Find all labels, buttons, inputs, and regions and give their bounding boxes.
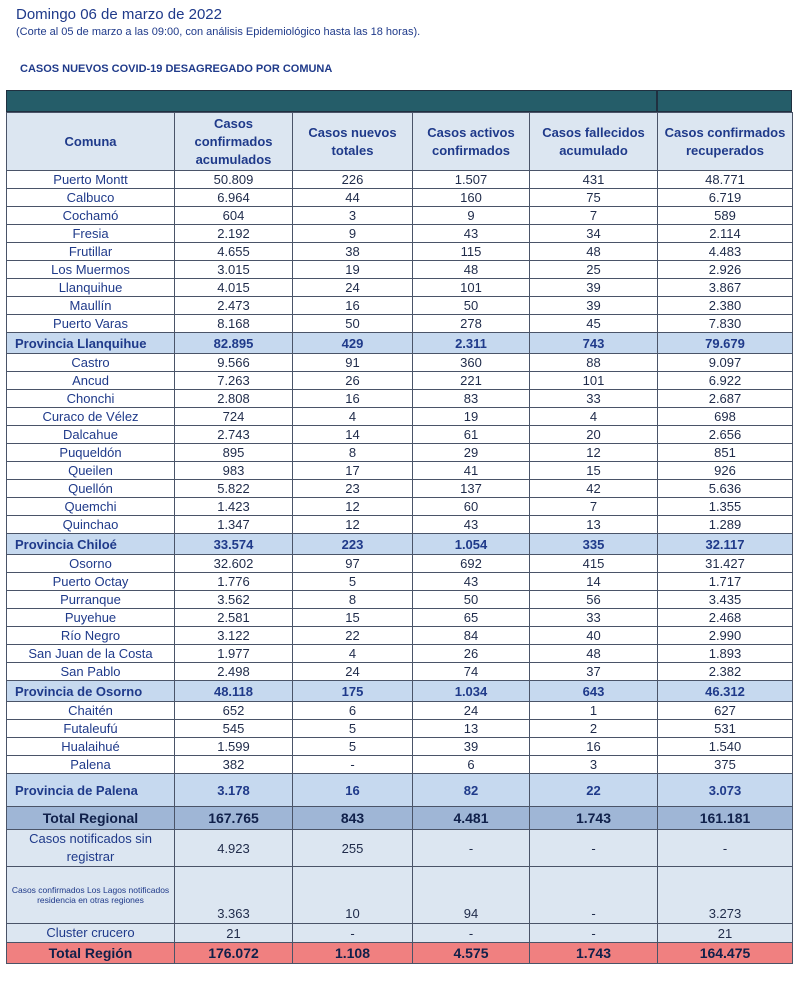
cell-value: 8 bbox=[293, 444, 413, 462]
cell-value: 175 bbox=[293, 681, 413, 702]
row-label: Puqueldón bbox=[7, 444, 175, 462]
comuna-row bbox=[7, 444, 793, 462]
cell-value: 6.719 bbox=[658, 189, 793, 207]
cell-value: 33.574 bbox=[175, 534, 293, 555]
cell-value: 6 bbox=[293, 702, 413, 720]
comuna-row bbox=[7, 279, 793, 297]
cell-value: 4 bbox=[293, 645, 413, 663]
row-label: Provincia Llanquihue bbox=[7, 333, 175, 354]
row-label: Provincia Chiloé bbox=[7, 534, 175, 555]
cell-value: 1.108 bbox=[293, 943, 413, 964]
cell-value: 75 bbox=[530, 189, 658, 207]
comuna-row bbox=[7, 498, 793, 516]
cell-value: 176.072 bbox=[175, 943, 293, 964]
cell-value: 926 bbox=[658, 462, 793, 480]
cell-value: 895 bbox=[175, 444, 293, 462]
cell-value: 5 bbox=[293, 573, 413, 591]
row-label: Chaitén bbox=[7, 702, 175, 720]
header-band-main bbox=[6, 90, 657, 112]
cell-value: 48 bbox=[530, 243, 658, 261]
cell-value: 14 bbox=[293, 426, 413, 444]
cell-value: 94 bbox=[413, 867, 530, 924]
cell-value: 6.922 bbox=[658, 372, 793, 390]
report-date: Domingo 06 de marzo de 2022 bbox=[16, 6, 222, 23]
cell-value: 2 bbox=[530, 720, 658, 738]
cell-value: 17 bbox=[293, 462, 413, 480]
cell-value: 88 bbox=[530, 354, 658, 372]
cell-value: 40 bbox=[530, 627, 658, 645]
comuna-row bbox=[7, 354, 793, 372]
comuna-row bbox=[7, 297, 793, 315]
cell-value: - bbox=[293, 756, 413, 774]
comuna-row bbox=[7, 426, 793, 444]
cell-value: 9 bbox=[413, 207, 530, 225]
cell-value: 15 bbox=[293, 609, 413, 627]
column-header-confirmed-accumulated: Casos confirmados acumulados bbox=[175, 113, 293, 171]
cell-value: 643 bbox=[530, 681, 658, 702]
cell-value: - bbox=[530, 867, 658, 924]
cell-value: 61 bbox=[413, 426, 530, 444]
cell-value: 50 bbox=[413, 297, 530, 315]
row-label: Los Muermos bbox=[7, 261, 175, 279]
cell-value: 42 bbox=[530, 480, 658, 498]
cell-value: 2.808 bbox=[175, 390, 293, 408]
cell-value: 2.926 bbox=[658, 261, 793, 279]
comuna-row bbox=[7, 372, 793, 390]
cell-value: 360 bbox=[413, 354, 530, 372]
cell-value: 160 bbox=[413, 189, 530, 207]
report-title: CASOS NUEVOS COVID-19 DESAGREGADO POR COMUNA bbox=[20, 63, 333, 75]
cell-value: 1.355 bbox=[658, 498, 793, 516]
cell-value: 2.468 bbox=[658, 609, 793, 627]
cell-value: 19 bbox=[413, 408, 530, 426]
cell-value: 14 bbox=[530, 573, 658, 591]
cell-value: 3.178 bbox=[175, 774, 293, 807]
row-label: Dalcahue bbox=[7, 426, 175, 444]
cell-value: 843 bbox=[293, 807, 413, 830]
column-header-new-total: Casos nuevos totales bbox=[293, 113, 413, 171]
cell-value: 9.566 bbox=[175, 354, 293, 372]
cell-value: 3.073 bbox=[658, 774, 793, 807]
cell-value: 5.636 bbox=[658, 480, 793, 498]
cell-value: 137 bbox=[413, 480, 530, 498]
comuna-row bbox=[7, 315, 793, 333]
row-label: San Pablo bbox=[7, 663, 175, 681]
cell-value: 16 bbox=[293, 390, 413, 408]
cell-value: 46.312 bbox=[658, 681, 793, 702]
comuna-row bbox=[7, 243, 793, 261]
cell-value: 1.289 bbox=[658, 516, 793, 534]
row-label: Curaco de Vélez bbox=[7, 408, 175, 426]
cell-value: 2.498 bbox=[175, 663, 293, 681]
row-label: Total Regional bbox=[7, 807, 175, 830]
cell-value: 21 bbox=[658, 924, 793, 943]
comuna-row bbox=[7, 390, 793, 408]
cell-value: 1.599 bbox=[175, 738, 293, 756]
comuna-row bbox=[7, 516, 793, 534]
cell-value: 5 bbox=[293, 738, 413, 756]
cell-value: 531 bbox=[658, 720, 793, 738]
cell-value: 2.192 bbox=[175, 225, 293, 243]
row-label: Quinchao bbox=[7, 516, 175, 534]
cell-value: 415 bbox=[530, 555, 658, 573]
cell-value: 84 bbox=[413, 627, 530, 645]
column-header-comuna: Comuna bbox=[7, 113, 175, 171]
cell-value: 48.771 bbox=[658, 171, 793, 189]
cell-value: 278 bbox=[413, 315, 530, 333]
comuna-row bbox=[7, 645, 793, 663]
cell-value: 2.656 bbox=[658, 426, 793, 444]
cell-value: 3.435 bbox=[658, 591, 793, 609]
province-total-row bbox=[7, 333, 793, 354]
cell-value: 21 bbox=[175, 924, 293, 943]
comuna-row bbox=[7, 609, 793, 627]
cell-value: 8 bbox=[293, 591, 413, 609]
column-header-deceased-accumulated: Casos fallecidos acumulado bbox=[530, 113, 658, 171]
cell-value: 16 bbox=[530, 738, 658, 756]
cell-value: 38 bbox=[293, 243, 413, 261]
cell-value: 429 bbox=[293, 333, 413, 354]
row-label: San Juan de la Costa bbox=[7, 645, 175, 663]
comuna-row bbox=[7, 702, 793, 720]
cell-value: 74 bbox=[413, 663, 530, 681]
cell-value: 1.977 bbox=[175, 645, 293, 663]
cell-value: 41 bbox=[413, 462, 530, 480]
cell-value: 97 bbox=[293, 555, 413, 573]
cell-value: 3.122 bbox=[175, 627, 293, 645]
cell-value: 48 bbox=[530, 645, 658, 663]
row-label: Quemchi bbox=[7, 498, 175, 516]
cell-value: 39 bbox=[413, 738, 530, 756]
cell-value: 60 bbox=[413, 498, 530, 516]
cell-value: 65 bbox=[413, 609, 530, 627]
regional-total-row bbox=[7, 807, 793, 830]
row-label: Puerto Octay bbox=[7, 573, 175, 591]
row-label: Casos confirmados Los Lagos notificados residencia en otras regiones bbox=[7, 867, 175, 924]
cell-value: 2.380 bbox=[658, 297, 793, 315]
cell-value: 39 bbox=[530, 297, 658, 315]
comuna-row bbox=[7, 573, 793, 591]
cell-value: 12 bbox=[293, 498, 413, 516]
row-label: Provincia de Palena bbox=[7, 774, 175, 807]
cell-value: 48 bbox=[413, 261, 530, 279]
cell-value: 4.481 bbox=[413, 807, 530, 830]
comuna-row bbox=[7, 225, 793, 243]
row-label: Chonchi bbox=[7, 390, 175, 408]
cell-value: - bbox=[530, 924, 658, 943]
cell-value: 7.263 bbox=[175, 372, 293, 390]
cell-value: 45 bbox=[530, 315, 658, 333]
cell-value: 164.475 bbox=[658, 943, 793, 964]
cell-value: 2.990 bbox=[658, 627, 793, 645]
table-body bbox=[7, 171, 793, 964]
cell-value: 2.473 bbox=[175, 297, 293, 315]
comuna-row bbox=[7, 738, 793, 756]
cell-value: 2.581 bbox=[175, 609, 293, 627]
row-label: Purranque bbox=[7, 591, 175, 609]
cell-value: 43 bbox=[413, 225, 530, 243]
cell-value: 91 bbox=[293, 354, 413, 372]
cell-value: 255 bbox=[293, 830, 413, 867]
cell-value: 851 bbox=[658, 444, 793, 462]
cell-value: 10 bbox=[293, 867, 413, 924]
cell-value: 692 bbox=[413, 555, 530, 573]
comuna-row bbox=[7, 627, 793, 645]
cell-value: 20 bbox=[530, 426, 658, 444]
comuna-row bbox=[7, 408, 793, 426]
cell-value: 83 bbox=[413, 390, 530, 408]
cell-value: 7.830 bbox=[658, 315, 793, 333]
cell-value: 604 bbox=[175, 207, 293, 225]
cell-value: 335 bbox=[530, 534, 658, 555]
comuna-row bbox=[7, 189, 793, 207]
cell-value: - bbox=[293, 924, 413, 943]
cell-value: 9 bbox=[293, 225, 413, 243]
cell-value: 29 bbox=[413, 444, 530, 462]
cell-value: 24 bbox=[413, 702, 530, 720]
cell-value: 24 bbox=[293, 663, 413, 681]
comuna-row bbox=[7, 720, 793, 738]
cell-value: - bbox=[658, 830, 793, 867]
province-total-row bbox=[7, 534, 793, 555]
cell-value: 26 bbox=[293, 372, 413, 390]
cell-value: 698 bbox=[658, 408, 793, 426]
cell-value: 1.347 bbox=[175, 516, 293, 534]
cell-value: 589 bbox=[658, 207, 793, 225]
cell-value: 4.655 bbox=[175, 243, 293, 261]
cell-value: 2.743 bbox=[175, 426, 293, 444]
cell-value: 37 bbox=[530, 663, 658, 681]
cell-value: 1.423 bbox=[175, 498, 293, 516]
cell-value: 19 bbox=[293, 261, 413, 279]
cell-value: 4 bbox=[530, 408, 658, 426]
cell-value: 1.893 bbox=[658, 645, 793, 663]
cell-value: 3.015 bbox=[175, 261, 293, 279]
cell-value: 1.717 bbox=[658, 573, 793, 591]
cell-value: 16 bbox=[293, 774, 413, 807]
row-label: Puyehue bbox=[7, 609, 175, 627]
cell-value: 13 bbox=[413, 720, 530, 738]
cell-value: - bbox=[413, 830, 530, 867]
cell-value: 32.117 bbox=[658, 534, 793, 555]
cell-value: 33 bbox=[530, 609, 658, 627]
cell-value: 33 bbox=[530, 390, 658, 408]
cell-value: 223 bbox=[293, 534, 413, 555]
row-label: Quellón bbox=[7, 480, 175, 498]
cell-value: 25 bbox=[530, 261, 658, 279]
report-cutoff-note: (Corte al 05 de marzo a las 09:00, con análisis Epidemiológico hasta las 18 horas). bbox=[16, 26, 421, 38]
cell-value: 39 bbox=[530, 279, 658, 297]
comuna-row bbox=[7, 261, 793, 279]
row-label: Frutillar bbox=[7, 243, 175, 261]
cell-value: 4.575 bbox=[413, 943, 530, 964]
cell-value: 24 bbox=[293, 279, 413, 297]
cell-value: 652 bbox=[175, 702, 293, 720]
cell-value: 6.964 bbox=[175, 189, 293, 207]
cell-value: 9.097 bbox=[658, 354, 793, 372]
cell-value: 1.743 bbox=[530, 943, 658, 964]
cell-value: 221 bbox=[413, 372, 530, 390]
cell-value: 12 bbox=[293, 516, 413, 534]
row-label: Cochamó bbox=[7, 207, 175, 225]
cell-value: 1.743 bbox=[530, 807, 658, 830]
cell-value: 44 bbox=[293, 189, 413, 207]
row-label: Queilen bbox=[7, 462, 175, 480]
comuna-row bbox=[7, 462, 793, 480]
row-label: Fresia bbox=[7, 225, 175, 243]
header-band-side bbox=[657, 90, 792, 112]
cell-value: 50 bbox=[293, 315, 413, 333]
cell-value: 3.562 bbox=[175, 591, 293, 609]
cell-value: 983 bbox=[175, 462, 293, 480]
cell-value: 743 bbox=[530, 333, 658, 354]
cell-value: 15 bbox=[530, 462, 658, 480]
cell-value: 4 bbox=[293, 408, 413, 426]
cell-value: 4.015 bbox=[175, 279, 293, 297]
cell-value: 31.427 bbox=[658, 555, 793, 573]
cell-value: 43 bbox=[413, 516, 530, 534]
cell-value: 12 bbox=[530, 444, 658, 462]
cell-value: 226 bbox=[293, 171, 413, 189]
extra-row-cluster bbox=[7, 924, 793, 943]
cell-value: 431 bbox=[530, 171, 658, 189]
column-header-active-confirmed: Casos activos confirmados bbox=[413, 113, 530, 171]
cell-value: 161.181 bbox=[658, 807, 793, 830]
province-total-row bbox=[7, 681, 793, 702]
grand-total-row bbox=[7, 943, 793, 964]
cell-value: 115 bbox=[413, 243, 530, 261]
cell-value: - bbox=[530, 830, 658, 867]
cell-value: 375 bbox=[658, 756, 793, 774]
cell-value: 22 bbox=[293, 627, 413, 645]
cell-value: 7 bbox=[530, 207, 658, 225]
row-label: Ancud bbox=[7, 372, 175, 390]
row-label: Futaleufú bbox=[7, 720, 175, 738]
comuna-row bbox=[7, 207, 793, 225]
cell-value: 2.687 bbox=[658, 390, 793, 408]
cell-value: 3.273 bbox=[658, 867, 793, 924]
cell-value: 32.602 bbox=[175, 555, 293, 573]
row-label: Puerto Varas bbox=[7, 315, 175, 333]
cell-value: 1 bbox=[530, 702, 658, 720]
cell-value: 2.311 bbox=[413, 333, 530, 354]
comuna-row bbox=[7, 171, 793, 189]
row-label: Casos notificados sin registrar bbox=[7, 830, 175, 867]
extra-row-unregistered bbox=[7, 830, 793, 867]
cell-value: 627 bbox=[658, 702, 793, 720]
row-label: Osorno bbox=[7, 555, 175, 573]
row-label: Puerto Montt bbox=[7, 171, 175, 189]
row-label: Provincia de Osorno bbox=[7, 681, 175, 702]
comuna-row bbox=[7, 591, 793, 609]
comuna-row bbox=[7, 555, 793, 573]
cell-value: 13 bbox=[530, 516, 658, 534]
cell-value: 16 bbox=[293, 297, 413, 315]
cell-value: 5.822 bbox=[175, 480, 293, 498]
cell-value: 22 bbox=[530, 774, 658, 807]
table-header bbox=[7, 113, 793, 171]
province-total-row bbox=[7, 774, 793, 807]
cell-value: 50.809 bbox=[175, 171, 293, 189]
cell-value: 2.114 bbox=[658, 225, 793, 243]
comuna-row bbox=[7, 663, 793, 681]
row-label: Castro bbox=[7, 354, 175, 372]
row-label: Palena bbox=[7, 756, 175, 774]
covid-cases-table bbox=[6, 112, 793, 964]
cell-value: 6 bbox=[413, 756, 530, 774]
cell-value: 50 bbox=[413, 591, 530, 609]
cell-value: 1.507 bbox=[413, 171, 530, 189]
cell-value: 545 bbox=[175, 720, 293, 738]
cell-value: 26 bbox=[413, 645, 530, 663]
cell-value: 382 bbox=[175, 756, 293, 774]
comuna-row bbox=[7, 756, 793, 774]
cell-value: 3.363 bbox=[175, 867, 293, 924]
cell-value: 3 bbox=[293, 207, 413, 225]
cell-value: 82.895 bbox=[175, 333, 293, 354]
row-label: Llanquihue bbox=[7, 279, 175, 297]
cell-value: 724 bbox=[175, 408, 293, 426]
cell-value: 7 bbox=[530, 498, 658, 516]
row-label: Total Región bbox=[7, 943, 175, 964]
cell-value: 1.540 bbox=[658, 738, 793, 756]
cell-value: 2.382 bbox=[658, 663, 793, 681]
cell-value: 43 bbox=[413, 573, 530, 591]
cell-value: 5 bbox=[293, 720, 413, 738]
cell-value: 48.118 bbox=[175, 681, 293, 702]
cell-value: 4.923 bbox=[175, 830, 293, 867]
cell-value: 3 bbox=[530, 756, 658, 774]
cell-value: 34 bbox=[530, 225, 658, 243]
row-label: Maullín bbox=[7, 297, 175, 315]
cell-value: 1.034 bbox=[413, 681, 530, 702]
cell-value: 79.679 bbox=[658, 333, 793, 354]
cell-value: 1.776 bbox=[175, 573, 293, 591]
row-label: Río Negro bbox=[7, 627, 175, 645]
cell-value: 101 bbox=[413, 279, 530, 297]
row-label: Cluster crucero bbox=[7, 924, 175, 943]
row-label: Calbuco bbox=[7, 189, 175, 207]
column-header-recovered: Casos confirmados recuperados bbox=[658, 113, 793, 171]
row-label: Hualaihué bbox=[7, 738, 175, 756]
cell-value: 8.168 bbox=[175, 315, 293, 333]
cell-value: 23 bbox=[293, 480, 413, 498]
comuna-row bbox=[7, 480, 793, 498]
cell-value: 1.054 bbox=[413, 534, 530, 555]
cell-value: 167.765 bbox=[175, 807, 293, 830]
cell-value: 101 bbox=[530, 372, 658, 390]
extra-row-other-regions bbox=[7, 867, 793, 924]
cell-value: - bbox=[413, 924, 530, 943]
cell-value: 82 bbox=[413, 774, 530, 807]
cell-value: 4.483 bbox=[658, 243, 793, 261]
cell-value: 56 bbox=[530, 591, 658, 609]
cell-value: 3.867 bbox=[658, 279, 793, 297]
